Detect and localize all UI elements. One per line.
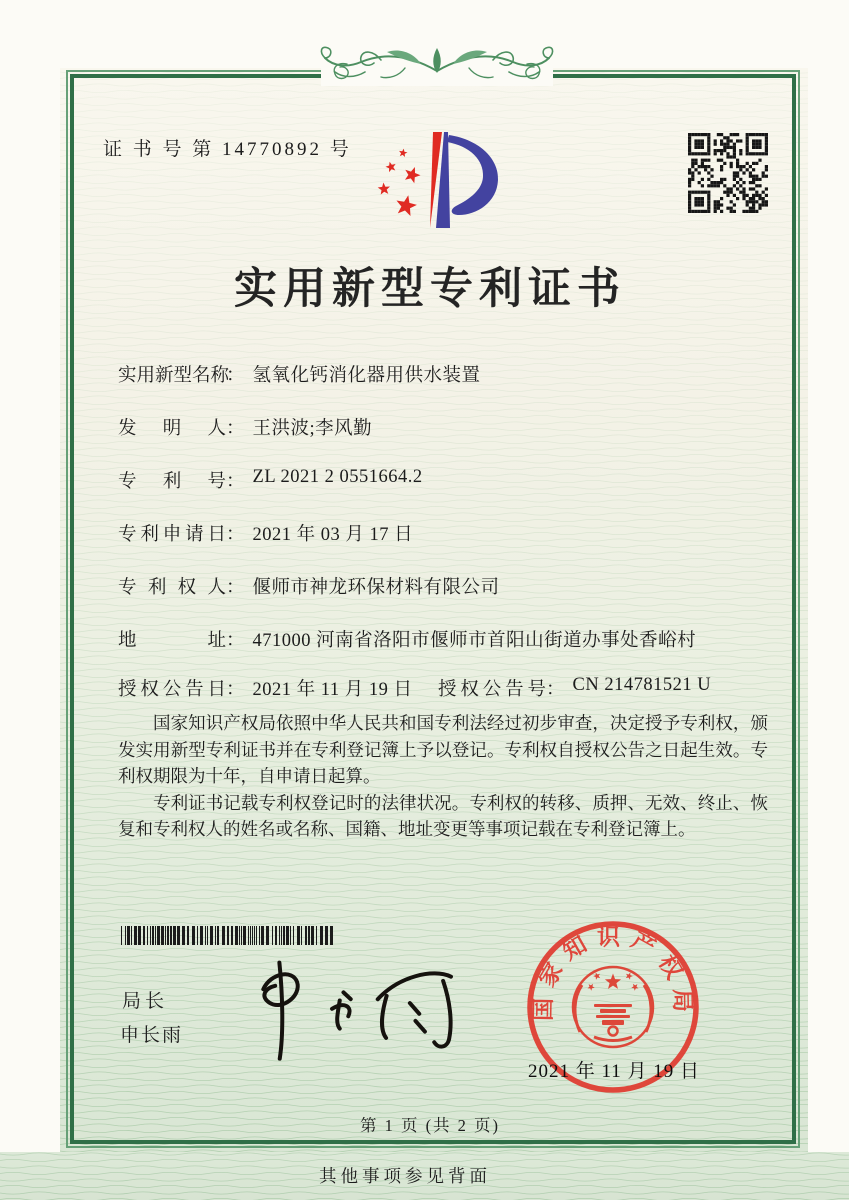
legal-paragraph: 专利证书记载专利权登记时的法律状况。专利权的转移、质押、无效、终止、恢复和专利权人的姓名或名称、国籍、地址变更等事项记载在专利登记簿上。 <box>118 792 768 839</box>
field-label: 专利权人 <box>118 578 226 598</box>
legal-text <box>118 710 768 843</box>
field-row-grant <box>118 675 712 701</box>
field-row-patent-no <box>118 467 423 493</box>
seal-date: 2021 年 11 月 19 日 <box>528 1061 701 1082</box>
field-colon: ： <box>226 366 245 386</box>
field-grant-number <box>438 675 711 701</box>
barcode <box>121 926 337 945</box>
field-value: 2021 年 03 月 17 日 <box>252 525 414 545</box>
field-label: 专利申请日 <box>118 525 226 545</box>
qr-code <box>688 133 768 213</box>
field-label: 发明人 <box>118 419 226 439</box>
signature <box>238 946 472 1069</box>
field-label: 地址 <box>118 631 226 651</box>
seal-text: 国家知识产权局 <box>530 924 696 1022</box>
officer-name: 申长雨 <box>120 1025 184 1046</box>
officer-title: 局长 <box>122 991 169 1012</box>
field-colon: ： <box>226 419 245 439</box>
field-label: 授权公告日 <box>118 680 226 700</box>
legal-paragraph: 国家知识产权局依照中华人民共和国专利法经过初步审查，决定授予专利权，颁发实用新型专利证书并在专利登记簿上予以登记。专利权自授权公告之日起生效。专利权期限为十年，自申请日起算。 <box>118 713 768 786</box>
field-value: ZL 2021 2 0551664.2 <box>252 467 423 487</box>
field-colon: ： <box>546 680 565 700</box>
field-value: CN 214781521 U <box>572 675 712 695</box>
cnipa-logo-icon <box>352 120 512 240</box>
field-colon: ： <box>226 631 245 651</box>
field-colon: ： <box>226 578 245 598</box>
field-colon: ： <box>226 525 245 545</box>
field-label: 实用新型名称 <box>118 366 230 386</box>
field-row-patentee <box>118 573 500 599</box>
national-emblem-icon <box>573 967 653 1047</box>
back-note: 其他事项参见背面 <box>319 1166 491 1186</box>
field-value: 王洪波;李风勤 <box>252 419 373 439</box>
field-value: 氢氧化钙消化器用供水装置 <box>252 366 481 386</box>
field-colon: ： <box>226 472 245 492</box>
page-number: 第 1 页 (共 2 页) <box>359 1116 501 1135</box>
field-row-inventor <box>118 414 372 440</box>
field-value: 2021 年 11 月 19 日 <box>252 680 413 700</box>
field-value: 471000 河南省洛阳市偃师市首阳山街道办事处香峪村 <box>252 631 697 651</box>
field-label: 授权公告号 <box>438 680 546 700</box>
field-value: 偃师市神龙环保材料有限公司 <box>252 578 500 598</box>
field-row-filing-date <box>118 520 413 546</box>
certificate-title: 实用新型专利证书 <box>234 266 626 313</box>
certificate-number: 证 书 号 第 14770892 号 <box>103 139 352 160</box>
field-colon: ： <box>226 680 245 700</box>
field-row-name <box>118 361 481 387</box>
field-label: 专利号 <box>118 472 226 492</box>
field-row-address <box>118 626 696 652</box>
